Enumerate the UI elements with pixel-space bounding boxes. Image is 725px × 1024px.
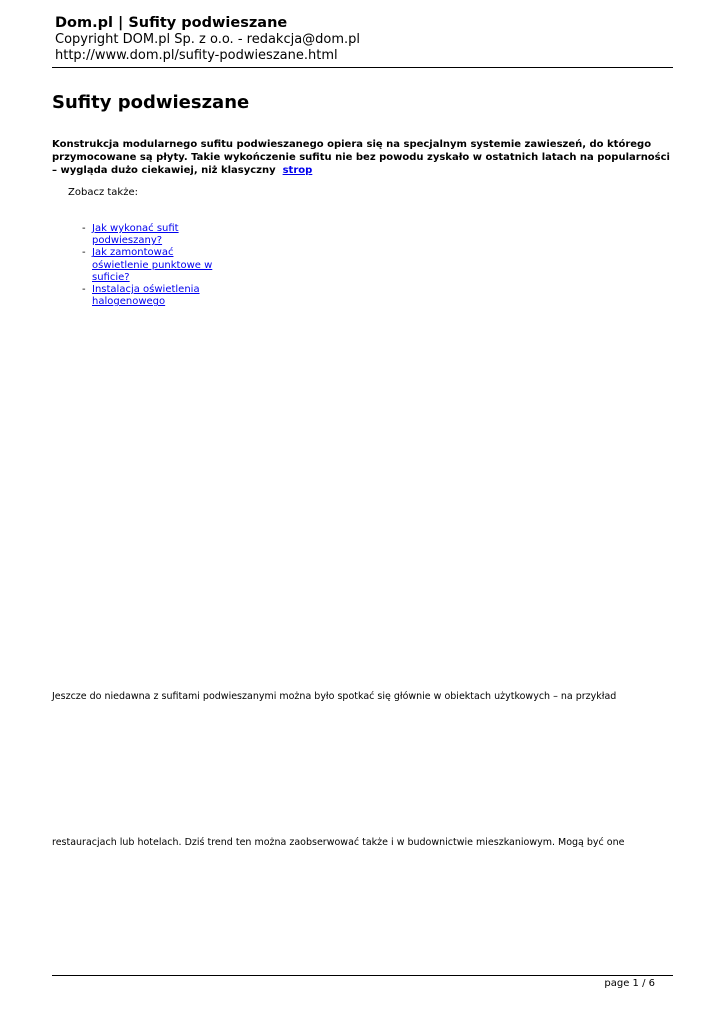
related-item-oswietlenie-punktowe — [82, 247, 217, 284]
document-header — [55, 14, 675, 64]
page-title: Sufity podwieszane — [52, 92, 250, 113]
body-paragraph-1: Jeszcze do niedawna z sufitami podwieszanymi można było spotkać się głównie w obiektach użytkowych – na przykład — [52, 691, 617, 702]
lead-paragraph — [52, 138, 677, 177]
header-title: Dom.pl | Sufity podwieszane — [55, 15, 288, 31]
footer-divider — [52, 975, 673, 976]
related-item-halogen — [82, 284, 217, 308]
see-also-label: Zobacz także: — [68, 187, 138, 198]
lead-text: Konstrukcja modularnego sufitu podwieszanego opiera się na specjalnym systemie zawieszeń, do którego przymocowane są płyty. Takie wykończenie sufitu nie bez powodu zyskało w ostatnich latach na popularności – wygląda dużo ciekawiej, niż klasyczny — [52, 139, 670, 176]
body-paragraph-2: restauracjach lub hotelach. Dziś trend ten można zaobserwować także i w budownictwie mieszkaniowym. Mogą być one — [52, 837, 625, 848]
header-divider — [52, 67, 673, 68]
list-dash: - — [82, 247, 86, 259]
page-number: page 1 / 6 — [604, 978, 655, 989]
related-link-oswietlenie-punktowe[interactable]: Jak zamontować oświetlenie punktowe w suficie? — [92, 247, 213, 283]
header-copyright: Copyright DOM.pl Sp. z o.o. - redakcja@dom.pl — [55, 32, 361, 47]
related-item-sufit — [82, 223, 217, 247]
header-url: http://www.dom.pl/sufity-podwieszane.html — [55, 48, 338, 63]
list-dash: - — [82, 223, 86, 234]
related-link-sufit-podwieszany[interactable]: Jak wykonać sufit podwieszany? — [92, 223, 179, 247]
related-link-oswietlenie-halogenowe[interactable]: Instalacja oświetlenia halogenowego — [92, 284, 200, 308]
strop-link[interactable]: strop — [282, 165, 313, 176]
related-articles-list — [82, 223, 217, 308]
list-dash: - — [82, 284, 86, 296]
